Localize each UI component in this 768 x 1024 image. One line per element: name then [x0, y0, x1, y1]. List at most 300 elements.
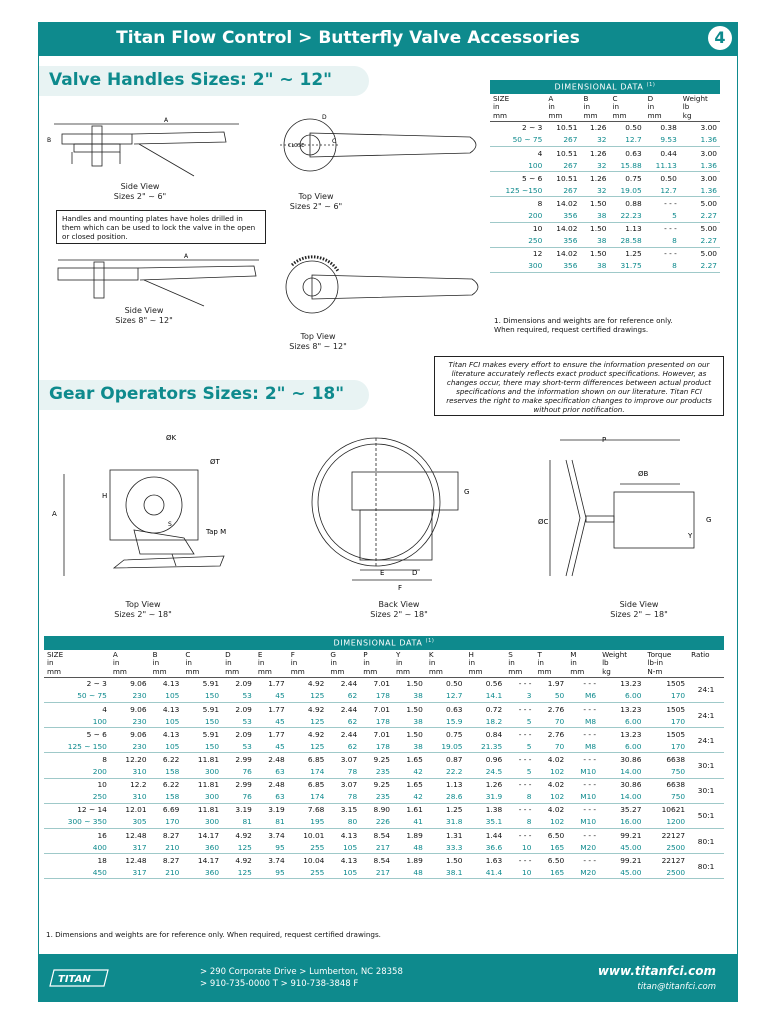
- table-cell: 6.00: [599, 690, 644, 703]
- caption-title: Back View: [378, 600, 420, 609]
- table-cell: 178: [360, 690, 393, 703]
- table-cell: 2.44: [340, 729, 358, 739]
- table-cell: 217: [360, 866, 393, 879]
- table-cell: 2 ~ 3: [86, 679, 107, 689]
- table-cell: - - -: [583, 855, 597, 865]
- table-cell: 6638: [666, 754, 686, 764]
- table-cell: 8.27: [162, 855, 180, 865]
- table-cell: 0.87: [446, 754, 463, 764]
- page-number: 4: [708, 26, 732, 50]
- table-cell: 300: [182, 766, 222, 779]
- table-cell: 230: [110, 690, 150, 703]
- table-cell: 125: [288, 690, 328, 703]
- table-cell: 1.31: [446, 830, 463, 840]
- table-cell: 3.07: [340, 754, 358, 764]
- table-cell: 1.36: [680, 184, 720, 197]
- caption-title: Top View: [298, 192, 334, 201]
- column-header-line: D: [225, 650, 231, 659]
- column-header-line: Weight: [682, 94, 708, 103]
- caption-size: Sizes 2" ~ 18": [370, 610, 428, 619]
- table-cell: 95: [255, 841, 288, 854]
- column-header-line: mm: [47, 666, 62, 676]
- dim-label-ot: ØT: [210, 458, 220, 466]
- table-cell: 5.00: [700, 249, 717, 259]
- column-header: [567, 650, 599, 677]
- table-cell: 1.26: [485, 780, 503, 790]
- column-header-line: mm: [493, 110, 508, 120]
- table-cell: 12.20: [125, 754, 147, 764]
- table-cell: M10: [567, 816, 599, 829]
- table-row: [44, 791, 724, 804]
- column-header-line: in: [112, 658, 120, 668]
- table-cell: - - -: [583, 704, 597, 714]
- column-header-line: in: [185, 658, 192, 668]
- table-cell: 5.91: [202, 729, 220, 739]
- table-cell: 5.91: [202, 679, 220, 689]
- table-cell: 14.1: [466, 690, 506, 703]
- table-cell: 1.50: [590, 249, 607, 259]
- tap-m-label: Tap M: [206, 528, 227, 536]
- caption-title: Side View: [124, 306, 164, 315]
- ratio-cell: 24:1: [688, 703, 724, 728]
- table-cell: 2.09: [235, 679, 252, 689]
- table-cell: 2.09: [235, 704, 252, 714]
- table-cell: 125 ~150: [490, 184, 545, 197]
- column-header-line: mm: [612, 110, 627, 120]
- table-cell: 230: [110, 740, 150, 753]
- table-cell: 210: [150, 866, 183, 879]
- ratio-cell: 80:1: [688, 828, 724, 853]
- column-header: [360, 650, 393, 677]
- table-cell: 10: [505, 841, 534, 854]
- column-header-line: C: [185, 650, 191, 659]
- column-header-line: Weight: [602, 650, 628, 659]
- table-cell: 6.69: [162, 805, 180, 815]
- table-cell: 19.05: [426, 740, 466, 753]
- table-cell: 1.38: [485, 805, 503, 815]
- caption-top-view-large: [278, 332, 358, 352]
- table-cell: 4.02: [547, 805, 565, 815]
- table-cell: 50 ~ 75: [490, 134, 545, 147]
- column-header-line: kg: [682, 110, 692, 120]
- table-cell: 42: [393, 791, 426, 804]
- table-cell: 300: [490, 260, 545, 273]
- column-header-line: mm: [570, 666, 585, 676]
- column-header-line: in: [468, 658, 476, 668]
- table-cell: 6.50: [547, 855, 565, 865]
- table-cell: 12.48: [125, 855, 147, 865]
- dim-label-ok: ØK: [166, 434, 177, 442]
- table-cell: 12.2: [130, 780, 147, 790]
- titan-logo: [50, 968, 110, 988]
- table-cell: 4.02: [547, 780, 565, 790]
- table-cell: 2.48: [268, 754, 285, 764]
- column-header-line: in: [612, 102, 620, 112]
- band-label: DIMENSIONAL DATA: [554, 82, 644, 92]
- table-cell: 158: [150, 791, 183, 804]
- table-cell: 5 ~ 6: [522, 173, 543, 183]
- column-header-line: in: [647, 102, 655, 112]
- table-cell: 170: [644, 715, 688, 728]
- gear-table-footnote: 1. Dimensions and weights are for reference only. When required, request certified drawings.: [46, 930, 381, 939]
- table-cell: - - -: [518, 855, 532, 865]
- table-cell: - - -: [518, 780, 532, 790]
- valve-handles-heading: Valve Handles Sizes: 2" ~ 12": [39, 66, 369, 96]
- table-cell: 0.56: [485, 679, 503, 689]
- table-cell: 13.23: [620, 729, 642, 739]
- table-cell: 45.00: [599, 866, 644, 879]
- table-cell: 9.06: [130, 679, 147, 689]
- table-cell: 310: [110, 791, 150, 804]
- table-cell: 1.36: [680, 159, 720, 172]
- table-cell: 10.51: [556, 173, 578, 183]
- table-cell: - - -: [518, 729, 532, 739]
- table-cell: - - -: [518, 679, 532, 689]
- table-cell: M20: [567, 841, 599, 854]
- email-link[interactable]: titan@titanfci.com: [637, 982, 716, 992]
- column-header-line: mm: [537, 666, 552, 676]
- table-cell: 53: [222, 715, 255, 728]
- table-cell: 2.09: [235, 729, 252, 739]
- column-header-line: mm: [583, 110, 598, 120]
- table-cell: 158: [150, 766, 183, 779]
- table-cell: 300 ~ 350: [44, 816, 110, 829]
- table-cell: 1.50: [406, 729, 423, 739]
- ratio-cell: 30:1: [688, 753, 724, 778]
- table-cell: 2.76: [547, 729, 565, 739]
- column-header: [44, 650, 110, 677]
- dim-label-f: F: [398, 584, 403, 592]
- table-cell: 1.26: [590, 173, 607, 183]
- column-header-line: lb: [682, 102, 690, 112]
- table-cell: 360: [182, 841, 222, 854]
- table-row: [490, 121, 720, 134]
- dim-label-a: A: [164, 117, 169, 124]
- table-cell: 9.25: [373, 754, 391, 764]
- table-cell: 22.2: [426, 766, 466, 779]
- table-cell: 1.63: [485, 855, 503, 865]
- gear-operators-heading: Gear Operators Sizes: 2" ~ 18": [39, 380, 369, 410]
- table-cell: 4.13: [162, 704, 180, 714]
- table-cell: - - -: [583, 805, 597, 815]
- table-cell: 1.50: [590, 224, 607, 234]
- column-header-line: in: [493, 102, 500, 112]
- table-cell: 125: [288, 740, 328, 753]
- table-cell: 11.81: [197, 805, 220, 815]
- table-cell: 178: [360, 740, 393, 753]
- caption-gear-side-view: [596, 600, 682, 620]
- table-cell: 3.74: [268, 855, 285, 865]
- column-header-line: N-m: [647, 666, 663, 676]
- table-row: [44, 753, 724, 766]
- table-cell: 5.91: [202, 704, 220, 714]
- table-cell: 165: [534, 866, 567, 879]
- caption-size: Sizes 2" ~ 18": [114, 610, 172, 619]
- table-cell: 1.25: [625, 249, 642, 259]
- caption-title: Side View: [120, 182, 160, 191]
- table-cell: 6638: [666, 780, 686, 790]
- table-cell: 38.1: [426, 866, 466, 879]
- table-cell: 63: [255, 766, 288, 779]
- table-cell: 2.76: [547, 704, 565, 714]
- table-cell: 235: [360, 766, 393, 779]
- column-header-line: mm: [330, 666, 345, 676]
- table-cell: 99.21: [620, 830, 642, 840]
- table-cell: 5: [505, 740, 534, 753]
- table-cell: 4.13: [340, 830, 358, 840]
- table-row: [490, 184, 720, 197]
- table-band: [44, 636, 724, 650]
- table-cell: 1505: [666, 704, 686, 714]
- table-cell: 63: [255, 791, 288, 804]
- caption-top-view-small: [276, 192, 356, 212]
- caption-title: Side View: [619, 600, 659, 609]
- table-cell: 11.81: [197, 780, 220, 790]
- table-cell: 5.00: [700, 198, 717, 208]
- table-cell: 0.38: [660, 123, 677, 133]
- table-cell: 13.23: [620, 704, 642, 714]
- table-cell: 32: [580, 184, 609, 197]
- table-cell: 200: [44, 766, 110, 779]
- table-cell: - - -: [518, 830, 532, 840]
- table-cell: 170: [644, 740, 688, 753]
- table-cell: 8: [645, 235, 680, 248]
- table-cell: 4.92: [307, 679, 325, 689]
- table-cell: 102: [534, 791, 567, 804]
- table-cell: 195: [288, 816, 328, 829]
- table-row: [44, 816, 724, 829]
- column-header: [644, 650, 688, 677]
- column-header-line: in: [225, 658, 232, 668]
- table-cell: 6.22: [162, 754, 180, 764]
- column-header: [545, 94, 580, 121]
- column-header-line: mm: [468, 666, 483, 676]
- table-row: [44, 677, 724, 690]
- table-cell: 70: [534, 740, 567, 753]
- table-cell: 10.01: [303, 830, 325, 840]
- table-cell: 267: [545, 159, 580, 172]
- table-cell: 1.77: [268, 729, 285, 739]
- table-cell: 267: [545, 184, 580, 197]
- table-cell: 1.89: [406, 855, 423, 865]
- table-cell: 750: [644, 791, 688, 804]
- table-cell: 5: [505, 766, 534, 779]
- table-cell: 38: [580, 235, 609, 248]
- column-header-line: F: [290, 650, 295, 659]
- website-link[interactable]: www.titanfci.com: [597, 964, 716, 978]
- table-cell: 16: [97, 830, 107, 840]
- table-cell: 105: [150, 690, 183, 703]
- table-cell: 62: [327, 715, 360, 728]
- table-cell: 360: [182, 866, 222, 879]
- table-cell: 14.02: [556, 249, 578, 259]
- table-cell: 36.6: [466, 841, 506, 854]
- table-cell: 10621: [661, 805, 686, 815]
- dim-label-y: Y: [688, 532, 693, 540]
- table-cell: 0.84: [485, 729, 503, 739]
- column-header: [426, 650, 466, 677]
- dim-label-a-gear: A: [52, 510, 57, 518]
- table-cell: 11.13: [645, 159, 680, 172]
- table-cell: 14.17: [197, 830, 220, 840]
- table-cell: 38: [393, 715, 426, 728]
- table-cell: - - -: [583, 780, 597, 790]
- table-row: [44, 690, 724, 703]
- table-cell: 150: [182, 715, 222, 728]
- column-header-line: SIZE: [493, 94, 510, 103]
- footer-address: [200, 966, 403, 991]
- caption-size: Sizes 2" ~ 18": [610, 610, 668, 619]
- table-cell: 6.00: [599, 715, 644, 728]
- column-header: [110, 650, 150, 677]
- table-cell: 45: [255, 740, 288, 753]
- handle-side-view-small: [44, 110, 244, 190]
- table-cell: 210: [150, 841, 183, 854]
- caption-size: Sizes 8" ~ 12": [115, 316, 173, 325]
- table-cell: 30.86: [620, 780, 642, 790]
- table-cell: 100: [490, 159, 545, 172]
- column-header-line: mm: [185, 666, 200, 676]
- caption-side-view-large: [104, 306, 184, 326]
- column-header-line: in: [508, 658, 515, 668]
- column-header-line: lb: [602, 658, 609, 668]
- table-cell: 3.19: [268, 805, 285, 815]
- table-cell: 2.44: [340, 704, 358, 714]
- column-header-line: in: [396, 658, 403, 668]
- table-cell: 400: [44, 841, 110, 854]
- table-cell: 99.21: [620, 855, 642, 865]
- column-header-line: H: [468, 650, 474, 659]
- table-cell: 12.7: [645, 184, 680, 197]
- table-cell: 4.13: [162, 679, 180, 689]
- table-cell: 8.90: [373, 805, 391, 815]
- table-row: [490, 172, 720, 185]
- table-cell: 3: [505, 690, 534, 703]
- table-cell: 105: [327, 866, 360, 879]
- table-cell: 21.35: [466, 740, 506, 753]
- table-cell: 2500: [644, 841, 688, 854]
- table-cell: 6.50: [547, 830, 565, 840]
- column-header: [255, 650, 288, 677]
- close-label: CLOSE: [288, 143, 305, 149]
- table-cell: 170: [644, 690, 688, 703]
- table-cell: 4.92: [307, 704, 325, 714]
- column-header: [222, 650, 255, 677]
- table-cell: 0.72: [485, 704, 503, 714]
- table-cell: 8: [537, 198, 543, 208]
- column-header: [393, 650, 426, 677]
- column-header-line: mm: [290, 666, 305, 676]
- footer-bar: [38, 954, 738, 1002]
- column-header: [327, 650, 360, 677]
- dim-label-s: S: [168, 521, 172, 528]
- table-cell: 4.13: [162, 729, 180, 739]
- table-cell: 22127: [661, 830, 686, 840]
- table-cell: 31.75: [610, 260, 645, 273]
- dim-label-p: P: [602, 436, 607, 444]
- table-cell: 30.86: [620, 754, 642, 764]
- caption-title: Top View: [300, 332, 336, 341]
- table-cell: 2500: [644, 866, 688, 879]
- handle-side-view-large: [44, 250, 264, 310]
- gear-back-view: [300, 430, 480, 590]
- table-cell: 24.5: [466, 766, 506, 779]
- handle-top-view-large: [272, 245, 492, 335]
- dim-label-e: E: [380, 569, 385, 577]
- table-cell: 105: [327, 841, 360, 854]
- table-cell: 1505: [666, 729, 686, 739]
- column-header: [610, 94, 645, 121]
- table-cell: 78: [327, 791, 360, 804]
- band-footnote-mark: (1): [425, 638, 435, 645]
- table-cell: - - -: [664, 224, 677, 234]
- table-cell: 48: [393, 841, 426, 854]
- column-header-line: P: [363, 650, 368, 659]
- dim-label-g: G: [464, 488, 470, 496]
- table-cell: 1.13: [625, 224, 642, 234]
- table-cell: 8: [505, 816, 534, 829]
- table-cell: M6: [567, 690, 599, 703]
- table-cell: 1.36: [680, 134, 720, 147]
- column-header-line: in: [152, 658, 160, 668]
- table-cell: 10.51: [556, 123, 578, 133]
- column-header-line: T: [537, 650, 542, 659]
- column-header-line: mm: [508, 666, 523, 676]
- table-row: [44, 703, 724, 716]
- table-cell: 100: [44, 715, 110, 728]
- page-title: Titan Flow Control > Butterfly Valve Accessories: [116, 28, 580, 48]
- table-cell: 125: [222, 841, 255, 854]
- table-cell: 48: [393, 866, 426, 879]
- caption-title: Top View: [125, 600, 161, 609]
- table-cell: 4: [102, 704, 107, 714]
- table-cell: 1.89: [406, 830, 423, 840]
- table-row: [44, 715, 724, 728]
- table-cell: 81: [255, 816, 288, 829]
- table-cell: 5: [645, 210, 680, 223]
- column-header: [599, 650, 644, 677]
- table-cell: 1.25: [446, 805, 463, 815]
- table-cell: 1.97: [547, 679, 565, 689]
- table-cell: 305: [110, 816, 150, 829]
- table-cell: 45.00: [599, 841, 644, 854]
- table-cell: 255: [288, 866, 328, 879]
- column-header-line: in: [363, 658, 370, 668]
- ratio-cell: 50:1: [688, 803, 724, 828]
- table-cell: 12.01: [125, 805, 147, 815]
- column-header-line: mm: [152, 666, 167, 676]
- dim-label-d: D: [322, 114, 327, 121]
- table-cell: 1505: [666, 679, 686, 689]
- column-header: [580, 94, 609, 121]
- table-cell: 14.00: [599, 791, 644, 804]
- table-cell: M10: [567, 766, 599, 779]
- column-header-line: M: [570, 650, 577, 659]
- table-row: [44, 803, 724, 816]
- table-cell: 2.99: [235, 754, 252, 764]
- column-header-line: in: [257, 658, 265, 668]
- table-cell: 8.27: [162, 830, 180, 840]
- table-row: [490, 134, 720, 147]
- table-cell: 53: [222, 740, 255, 753]
- table-row: [490, 210, 720, 223]
- table-cell: 2.27: [680, 210, 720, 223]
- table-header-row: [490, 94, 720, 121]
- table-cell: 6.00: [599, 740, 644, 753]
- table-cell: 105: [150, 715, 183, 728]
- table-cell: 450: [44, 866, 110, 879]
- table-cell: 235: [360, 791, 393, 804]
